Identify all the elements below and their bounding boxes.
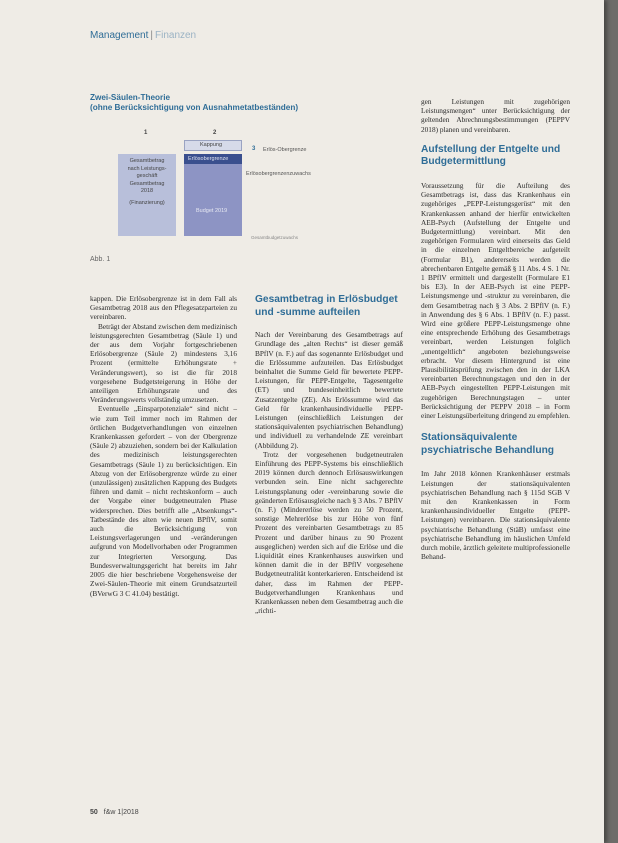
section-heading: Gesamtbetrag in Erlösbudget und -summe aufteilen bbox=[255, 294, 398, 318]
paragraph: Im Jahr 2018 können Krankenhäuser erstmals Leistungen der stationsäquivalenten psychiatrischen Behandlung nach § 115d SGB V mit den Krankenkassen in Form krankenhausindividueller Entgelte (PEPP-Leistungen) vereinbaren. Die stationsäquivalente psychiatrische Behandlung (StäB) umfasst eine psychiatrische Behandlung im häuslichen Umfeld durch mobile, ärztlich geleitete multiprofessionelle Behand- bbox=[421, 469, 570, 562]
text-column-1 bbox=[90, 294, 237, 598]
paragraph: Voraussetzung für die Aufteilung des Gesamtbetrags ist, dass das Krankenhaus ein zugehöriges „PEPP-Leistungsgerüst“ mit den Krankenkassen anhand der hierfür entwickelten AEB-Psych (Aufstellung der Entgelte und Budgetermittlung) vereinbart. Mit den zugehörigen Formularen wird einerseits das Geld in die einzelnen Entgeltbereiche aufgeteilt (Formular B1), andererseits werden die abrechenbaren Entgelte gemäß § 11 Abs. 4 S. 1 Nr. 1 BPflV ermittelt und dargestellt (Formulare E1 bis E3). In der AEB-Psych ist eine PEPP-Leistungsmenge und -struktur zu vereinbaren, die dem Gesamtbetrag nach § 3 Abs. 2 BPflV (n. F.) in Anwendung des § 6 Abs. 1 BPflV (n. F.) passt. Wird eine größere PEPP-Leistungsmenge ohne eine entsprechende Erhöhung des Gesamtbetrags vereinbart, werden Leistungen folglich „unentgeltlich“ angeboten beziehungsweise erbracht. Vor diesem Hintergrund ist eine Plausibilitätsprüfung zwischen den in der LKA vereinbarten Berechnungstagen und den in der AEB-Psych eingestellten PEPP-Leistungen mit zugehörigen Berechnungstagen – unter Berücksichtigung der PEPPV 2018 – in Form einer Leistungsüberleitung dringend zu empfehlen. bbox=[421, 181, 570, 421]
text-column-3 bbox=[421, 97, 570, 562]
paragraph: gen Leistungen mit zugehörigen Leistungsmengen“ unter Berücksichtigung der geltenden Abrechnungsbestimmungen (PEPPV 2018) planen und vereinbaren. bbox=[421, 97, 570, 134]
section-heading: Aufstellung der Entgelte und Budgetermittlung bbox=[421, 143, 561, 168]
pillar-1-number: 1 bbox=[144, 130, 148, 136]
paragraph: Nach der Vereinbarung des Gesamtbetrags auf Grundlage des „alten Rechts“ ist dieser gemäß BPflV (n. F.) auf das sogenannte Erlösbudget und die Erlössumme aufzuteilen. Das Erlösbudget beinhaltet die Summe Geld für bewertete PEPP-Leistungen, für PEPP-Entgelte, Tagesentgelte (ET) und bundeseinheitlich bewertete Zusatzentgelte (ZE). Als Erlössumme wird das Geld für krankenhausindividuelle PEPP-Leistungen (einschließlich Leistungen der stationsäquivalenten psychiatrischen Behandlung) und individuell zu verhandelnde ZE vereinbart (Abbildung 2). bbox=[255, 330, 403, 450]
section-header: Management | Finanzen bbox=[90, 30, 197, 41]
figure-title-line2: (ohne Berücksichtigung von Ausnahmetatbeständen) bbox=[90, 103, 299, 112]
erloesobergrenze-label: Erlösobergrenze bbox=[188, 156, 229, 162]
erloesobergrenze-zuwachs-label: Erlösobergrenzenzuwachs bbox=[246, 171, 311, 177]
gesamtbudget-zuwachs-label: Gesamtbudgetzuwachs bbox=[251, 235, 299, 240]
pillar-1-label: Gesamtbetrag nach Leistungs- geschäft Gesamtbetrag 2018 (Finanzierung) bbox=[127, 158, 167, 206]
section-heading: Stationsäquivalente psychiatrische Behandlung bbox=[421, 432, 555, 456]
journal-name: f&w 1|2018 bbox=[103, 809, 139, 816]
figure-title bbox=[90, 93, 390, 113]
paragraph: Beträgt der Abstand zwischen dem medizinisch leistungsgerechten Gesamtbetrag (Säule 1) und der aus dem Vorjahr fortgeschriebenen Erlösobergrenze (Säule 2) mindestens 3,16 Prozent (ermittelte Erhöhungsrate + Veränderungswert), so ist die für 2018 vorgesehene Budgetsteigerung in Höhe der anteiligen Erhöhungsrate und des Veränderungswerts vollständig umzusetzen. bbox=[90, 321, 237, 405]
figure-caption: Abb. 1 bbox=[90, 256, 111, 263]
pillar-3-number: 3 bbox=[252, 146, 256, 152]
paragraph: kappen. Die Erlösobergrenze ist in dem Fall als Gesamtbetrag 2018 aus den Pflegesatzparteien zu vereinbaren. bbox=[90, 294, 237, 322]
erloes-obergrenze-label: Erlös-Obergrenze bbox=[263, 147, 307, 153]
pillar-2-box bbox=[184, 164, 242, 236]
paragraph: Trotz der vorgesehenen budgetneutralen Einführung des PEPP-Systems bis einschließlich 2019 können durch dennoch Erlösauswirkungen verbunden sein. Eine nicht sachgerechte Leistungsplanung oder -vereinbarung sowie die geänderten Erlösausgleiche nach § 3 Abs. 7 BPflV (n. F.) (Mindererlöse werden zu 50 Prozent, sonstige Mehrerlöse bis zur Höhe von fünf Prozent des vereinbarten Gesamtbetrags zu 85 Prozent und darüber hinaus zu 90 Prozent ausgeglichen) werden sich auf die Erlöse und die Liquidität eines Krankenhauses auswirken und können damit die in der BPflV vorgesehene Budgetneutralität konterkarieren. Entscheidend ist daher, dass im Rahmen der PEPP-Budgetverhandlungen Krankenhaus und Krankenkassen neben dem Gesamtbetrag auch die „richti- bbox=[255, 449, 403, 616]
kappung-label: Kappung bbox=[200, 142, 223, 148]
two-pillar-diagram bbox=[118, 128, 368, 248]
text-column-2 bbox=[255, 294, 403, 615]
paragraph: Eventuelle „Einsparpotenziale“ sind nicht – wie zum Teil immer noch im Rahmen der örtlichen Budgetverhandlungen von einzelnen Krankenkassen gefordert – von der Obergrenze (Säule 2) abzuziehen, sondern bei der Kalkulation des medizinisch leistungsgerechten Gesamtbetrags (Säule 1) zu berücksichtigen. Ein Abzug von der Erlösobergrenze würde zu einer (unzulässigen) zusätzlichen Kappung des Budgets führen und damit – nicht rechtskonform – auch der Vorgabe einer budgetneutralen Phase widersprechen. Dies betrifft alle „Absenkungs“-Tatbestände des alten wie neuen BPflV, somit auch die Berücksichtigung von Leistungsverlagerungen und -veränderungen aufgrund von Modellvorhaben oder Programmen zur Integrierten Versorgung. Das Bundesverwaltungsgericht hat bereits im Jahr 2005 die hier beschriebene Vorgehensweise der Zwei-Säulen-Theorie mit einem Grundsatzurteil (BVerwG 3 C 41.04) bestätigt. bbox=[90, 404, 237, 598]
section-subname: Finanzen bbox=[154, 30, 197, 41]
budget-label: Budget 2019 bbox=[196, 208, 228, 214]
page-number: 50 bbox=[90, 809, 98, 816]
section-name: Management bbox=[90, 30, 149, 41]
figure-title-line1: Zwei-Säulen-Theorie bbox=[90, 93, 171, 102]
pillar-2-number: 2 bbox=[213, 130, 217, 136]
page-footer bbox=[90, 809, 139, 816]
